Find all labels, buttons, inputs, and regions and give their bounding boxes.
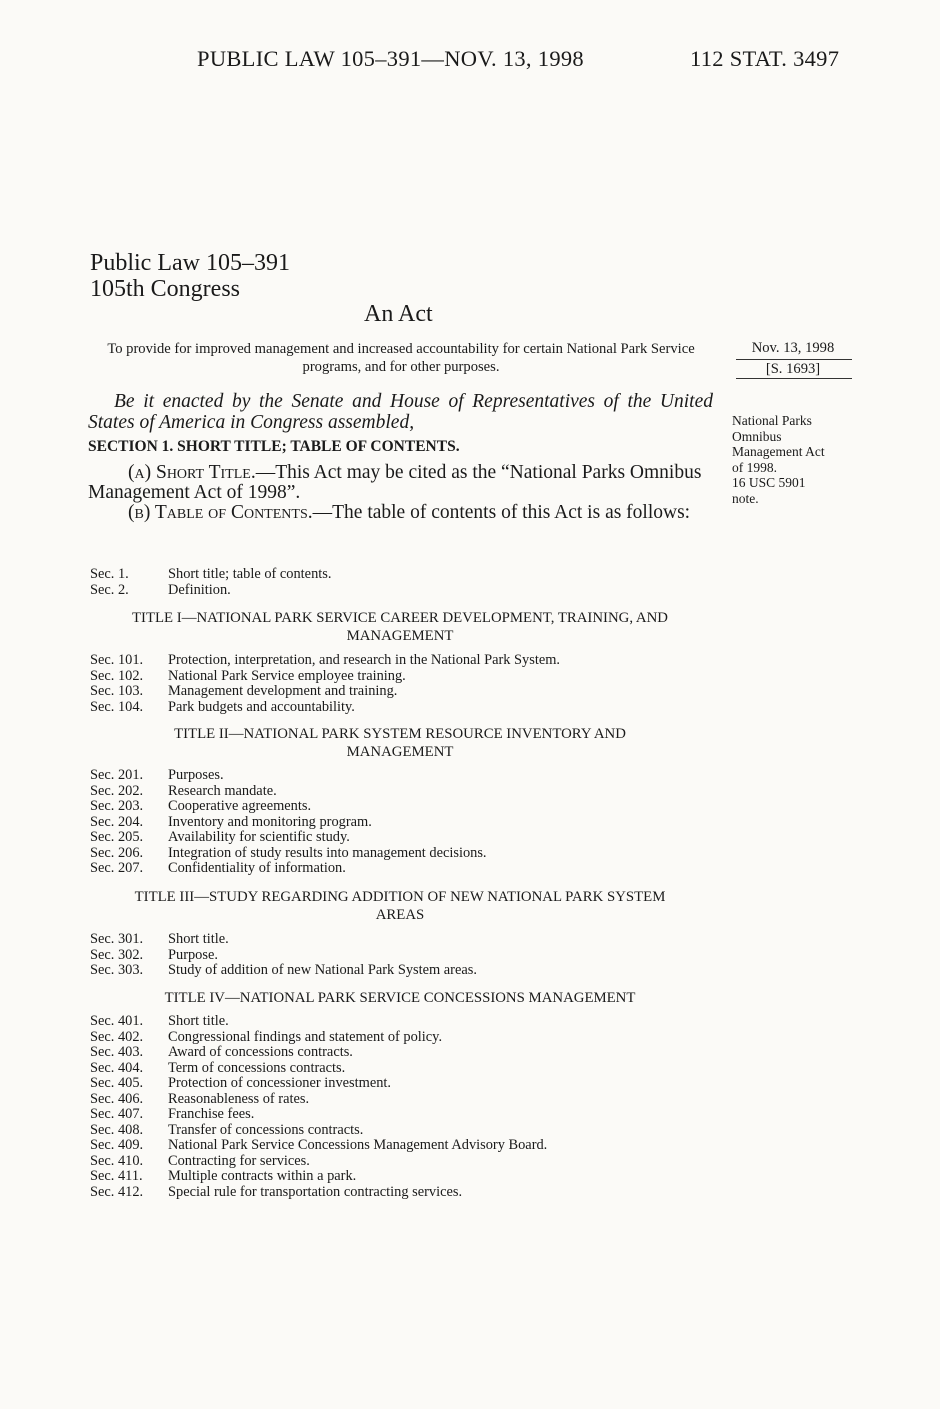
toc-line xyxy=(90,1138,710,1154)
toc-num: Sec. 412. xyxy=(90,1183,144,1200)
toc-num: Sec. 2. xyxy=(90,581,129,598)
act-purpose: To provide for improved management and increased accountability for certain National Park Service programs, and for other purposes. xyxy=(107,341,695,375)
subsection-b xyxy=(88,503,713,523)
toc-title-text: Research mandate. xyxy=(168,782,277,799)
toc-title-text: National Park Service employee training. xyxy=(168,667,406,684)
toc-title-text: Short title; table of contents. xyxy=(168,566,332,582)
margin-rule-top xyxy=(736,359,852,360)
toc-num: Sec. 409. xyxy=(90,1137,144,1153)
toc-num: Sec. 408. xyxy=(90,1121,144,1138)
toc-line xyxy=(90,1107,710,1123)
toc-num: Sec. 403. xyxy=(90,1044,144,1060)
toc-num: Sec. 410. xyxy=(90,1152,144,1169)
toc-num: Sec. 205. xyxy=(90,829,144,845)
toc-num: Sec. 201. xyxy=(90,767,144,783)
title-heading-4: TITLE IV—NATIONAL PARK SERVICE CONCESSIONS MANAGEMENT xyxy=(164,990,636,1006)
toc-num: Sec. 411. xyxy=(90,1168,143,1184)
toc-num: Sec. 407. xyxy=(90,1106,144,1122)
toc-line xyxy=(90,830,710,846)
toc-line xyxy=(90,1185,710,1201)
margin-note-line: National Parks xyxy=(732,413,812,428)
act-label: An Act xyxy=(364,301,433,327)
toc-title-text: Contracting for services. xyxy=(168,1152,310,1169)
subsection-a xyxy=(88,463,713,503)
toc-title-text: Reasonableness of rates. xyxy=(168,1090,310,1107)
toc-line xyxy=(90,1014,710,1030)
toc-num: Sec. 206. xyxy=(90,844,144,861)
toc-line xyxy=(90,1076,710,1092)
title-1-sections xyxy=(90,653,710,715)
margin-rule-bottom xyxy=(736,378,852,379)
toc-line xyxy=(90,963,710,979)
margin-note-line: Management Act xyxy=(732,444,825,459)
margin-note-line: note. xyxy=(732,490,759,506)
margin-note-line: of 1998. xyxy=(732,459,777,475)
toc-num: Sec. 405. xyxy=(90,1075,144,1091)
toc-line xyxy=(90,1092,710,1108)
toc-title-text: Protection, interpretation, and research in the National Park System. xyxy=(168,652,561,668)
running-header-left: PUBLIC LAW 105–391—NOV. 13, 1998 xyxy=(197,46,584,71)
toc-line xyxy=(90,861,710,877)
toc-intro xyxy=(90,567,710,598)
title-3-sections xyxy=(90,932,710,979)
toc-line xyxy=(90,700,710,716)
margin-note-line: Omnibus xyxy=(732,428,782,444)
toc-line xyxy=(90,846,710,862)
toc-title-text: Management development and training. xyxy=(168,683,398,699)
toc-title-text: Availability for scientific study. xyxy=(168,829,350,845)
toc-line xyxy=(90,567,710,583)
toc-num: Sec. 203. xyxy=(90,798,144,814)
toc-num: Sec. 102. xyxy=(90,667,144,684)
toc-line xyxy=(90,583,710,599)
toc-num: Sec. 301. xyxy=(90,931,144,947)
running-header-right: 112 STAT. 3497 xyxy=(690,46,840,71)
toc-line xyxy=(90,669,710,685)
subsection-b-label: (b) Table of Contents. xyxy=(128,502,313,523)
toc-num: Sec. 404. xyxy=(90,1059,144,1076)
subsection-a-text: —This Act may be cited as the “National Parks Omnibus Management Act of 1998”. xyxy=(88,462,702,503)
toc-num: Sec. 204. xyxy=(90,813,144,830)
toc-num: Sec. 303. xyxy=(90,962,144,978)
title-heading-1: TITLE I—NATIONAL PARK SERVICE CAREER DEVELOPMENT, TRAINING, AND MANAGEMENT xyxy=(131,610,668,644)
toc-line xyxy=(90,653,710,669)
toc-line xyxy=(90,1154,710,1170)
toc-num: Sec. 103. xyxy=(90,683,144,699)
toc-title-text: Purpose. xyxy=(168,946,218,963)
toc-title-text: Definition. xyxy=(168,581,231,598)
toc-title-text: Multiple contracts within a park. xyxy=(168,1168,357,1184)
toc-title-text: Integration of study results into management decisions. xyxy=(168,844,487,861)
toc-title-text: Short title. xyxy=(168,931,229,947)
congress-label: 105th Congress xyxy=(90,276,240,302)
toc-title-text: Term of concessions contracts. xyxy=(168,1059,346,1076)
toc-title-text: Study of addition of new National Park System areas. xyxy=(168,962,477,978)
toc-line xyxy=(90,932,710,948)
margin-note xyxy=(732,413,825,506)
toc-line xyxy=(90,768,710,784)
toc-line xyxy=(90,684,710,700)
toc-line xyxy=(90,1123,710,1139)
section-heading: SECTION 1. SHORT TITLE; TABLE OF CONTENTS. xyxy=(88,438,460,455)
toc-num: Sec. 401. xyxy=(90,1013,144,1029)
toc-title-text: Purposes. xyxy=(168,767,224,783)
margin-note-line: 16 USC 5901 xyxy=(732,475,806,490)
toc-title-text: Short title. xyxy=(168,1013,229,1029)
title-4-sections xyxy=(90,1014,710,1200)
toc-title-text: Inventory and monitoring program. xyxy=(168,813,372,830)
toc-line xyxy=(90,815,710,831)
toc-num: Sec. 104. xyxy=(90,698,144,715)
enacting-clause: Be it enacted by the Senate and House of Representatives of the United States of America in Congress assembled, xyxy=(88,391,713,433)
toc-title-text: Park budgets and accountability. xyxy=(168,698,355,715)
toc-title-text: Award of concessions contracts. xyxy=(168,1044,353,1060)
toc-num: Sec. 207. xyxy=(90,860,144,876)
toc-line xyxy=(90,1030,710,1046)
toc-line xyxy=(90,1061,710,1077)
toc-num: Sec. 402. xyxy=(90,1028,144,1045)
toc-title-text: National Park Service Concessions Management Advisory Board. xyxy=(168,1137,548,1153)
bill-number: [S. 1693] xyxy=(765,361,821,377)
toc-line xyxy=(90,799,710,815)
toc-title-text: Transfer of concessions contracts. xyxy=(168,1121,364,1138)
title-2-sections xyxy=(90,768,710,877)
toc-title-text: Cooperative agreements. xyxy=(168,798,312,814)
toc-num: Sec. 302. xyxy=(90,946,144,963)
toc-title-text: Protection of concessioner investment. xyxy=(168,1075,391,1091)
subsection-a-label: (a) Short Title. xyxy=(128,462,256,483)
title-heading-3: TITLE III—STUDY REGARDING ADDITION OF NEW NATIONAL PARK SYSTEM AREAS xyxy=(134,889,666,923)
title-heading-2: TITLE II—NATIONAL PARK SYSTEM RESOURCE INVENTORY AND MANAGEMENT xyxy=(174,726,626,760)
toc-num: Sec. 202. xyxy=(90,782,144,799)
toc-title-text: Special rule for transportation contracting services. xyxy=(168,1183,463,1200)
toc-line xyxy=(90,948,710,964)
enactment-date: Nov. 13, 1998 xyxy=(751,340,835,356)
toc-title-text: Congressional findings and statement of policy. xyxy=(168,1028,443,1045)
toc-line xyxy=(90,1169,710,1185)
toc-num: Sec. 1. xyxy=(90,566,129,582)
toc-line xyxy=(90,1045,710,1061)
subsection-b-text: —The table of contents of this Act is as follows: xyxy=(312,502,691,523)
public-law-number: Public Law 105–391 xyxy=(90,250,290,276)
toc-num: Sec. 101. xyxy=(90,652,144,668)
toc-line xyxy=(90,784,710,800)
toc-title-text: Confidentiality of information. xyxy=(168,860,346,876)
toc-title-text: Franchise fees. xyxy=(168,1106,255,1122)
toc-num: Sec. 406. xyxy=(90,1090,144,1107)
